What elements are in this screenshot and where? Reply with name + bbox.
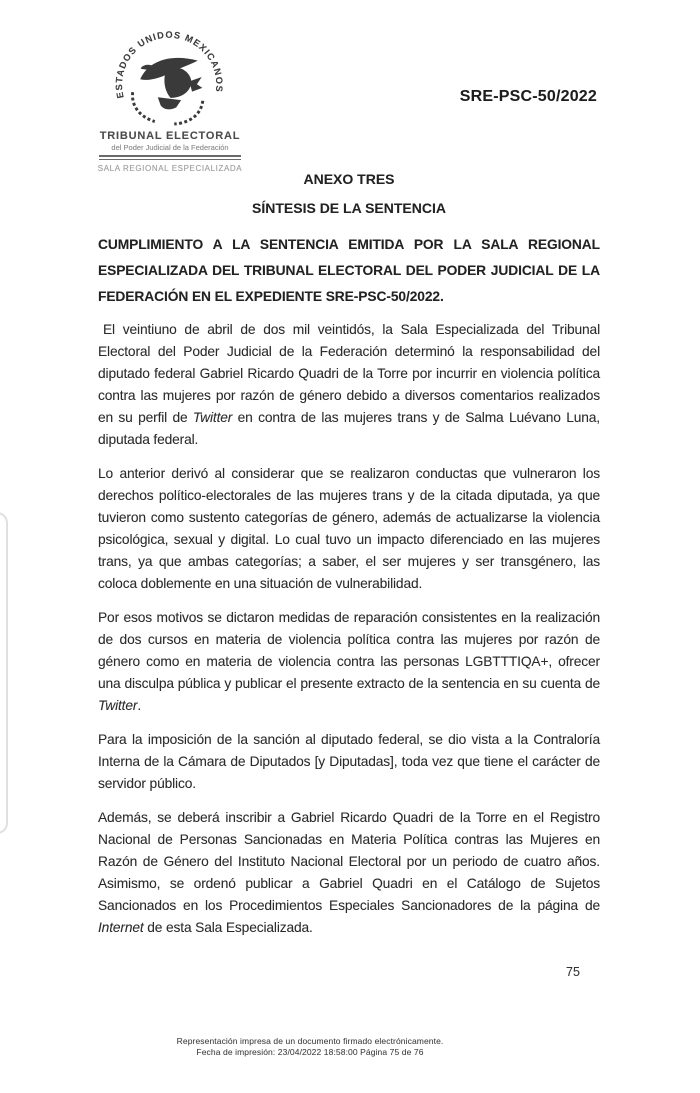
italic-text: Twitter	[192, 410, 233, 425]
italic-text: Internet	[98, 920, 144, 935]
paragraph-text: en contra de las mujeres trans y de Salma Luévano Luna, diputada federal.	[98, 410, 600, 447]
italic-text: Twitter	[98, 698, 138, 713]
paragraph-text: .	[137, 698, 142, 713]
footer-line-1: Representación impresa de un documento firmado electrónicamente.	[176, 1036, 444, 1046]
case-number: SRE-PSC-50/2022	[459, 88, 597, 105]
paragraph-text: de esta Sala Especializada.	[143, 920, 313, 935]
paragraph-text: Para la imposición de la sanción al diputado federal, se dio vista a la Contraloría Interna de la Cámara de Diputados [y Diputadas], toda vez que tiene el carácter de servidor público.	[98, 732, 600, 791]
footer-line-2: Fecha de impresión: 23/04/2022 18:58:00 Página 75 de 76	[196, 1047, 424, 1057]
body-paragraph	[98, 607, 600, 717]
document-body	[98, 0, 600, 951]
body-paragraph	[98, 319, 600, 451]
paragraph-text: Por esos motivos se dictaron medidas de reparación consistentes en la realización de dos cursos en materia de violencia política contra las mujeres por razón de género como en materia de violencia contra las personas LGBTTTIQA+, ofrecer una disculpa pública y publicar el presente extracto de la sentencia en su cuenta de	[98, 610, 600, 691]
annex-title: ANEXO TRES	[303, 171, 395, 187]
org-division: SALA REGIONAL ESPECIALIZADA	[97, 164, 243, 173]
body-paragraph	[98, 807, 600, 939]
org-subtitle: del Poder Judicial de la Federación	[111, 143, 229, 152]
paragraph-text: Además, se deberá inscribir a Gabriel Ricardo Quadri de la Torre en el Registro Nacional de Personas Sancionadas en Materia Política contras las Mujeres en Razón de Género del Instituto Nacional Electoral por un periodo de cuatro años. Asimismo, se ordenó publicar a Gabriel Quadri en el Catálogo de Sujetos Sancionados en los Procedimientos Especiales Sancionadores de la página de	[98, 810, 600, 913]
body-paragraph	[98, 463, 600, 595]
lead-paragraph: CUMPLIMIENTO A LA SENTENCIA EMITIDA POR LA SALA REGIONAL ESPECIALIZADA DEL TRIBUNAL ELECTORAL DEL PODER JUDICIAL DE LA FEDERACIÓN EN EL EXPEDIENTE SRE-PSC-50/2022.	[98, 237, 600, 304]
page-number: 75	[566, 965, 580, 979]
body-paragraph	[98, 729, 600, 795]
synthesis-title: SÍNTESIS DE LA SENTENCIA	[252, 200, 446, 216]
scan-artifact	[0, 512, 8, 834]
paragraph-text: Lo anterior derivó al considerar que se realizaron conductas que vulneraron los derechos político-electorales de las mujeres trans y de la citada diputada, ya que tuvieron como sustento categorías de género, además de actualizarse la violencia psicológica, sexual y digital. Lo cual tuvo un impacto diferenciado en las mujeres trans, ya que ambas categorías; a saber, el ser mujeres y ser transgénero, las coloca doblemente en una situación de vulnerabilidad.	[98, 466, 600, 591]
org-name: TRIBUNAL ELECTORAL	[99, 130, 241, 142]
seal-circular-text: ESTADOS UNIDOS MEXICANOS	[113, 29, 225, 100]
paragraph-text: El veintiuno de abril de dos mil veintidós, la Sala Especializada del Tribunal Electoral del Poder Judicial de la Federación determinó la responsabilidad del diputado federal Gabriel Ricardo Quadri de la Torre por incurrir en violencia política contra las mujeres por razón de género debido a diversos comentarios realizados en su perfil de	[98, 322, 600, 425]
body-paragraphs	[98, 319, 600, 939]
print-footer	[60, 1036, 560, 1058]
